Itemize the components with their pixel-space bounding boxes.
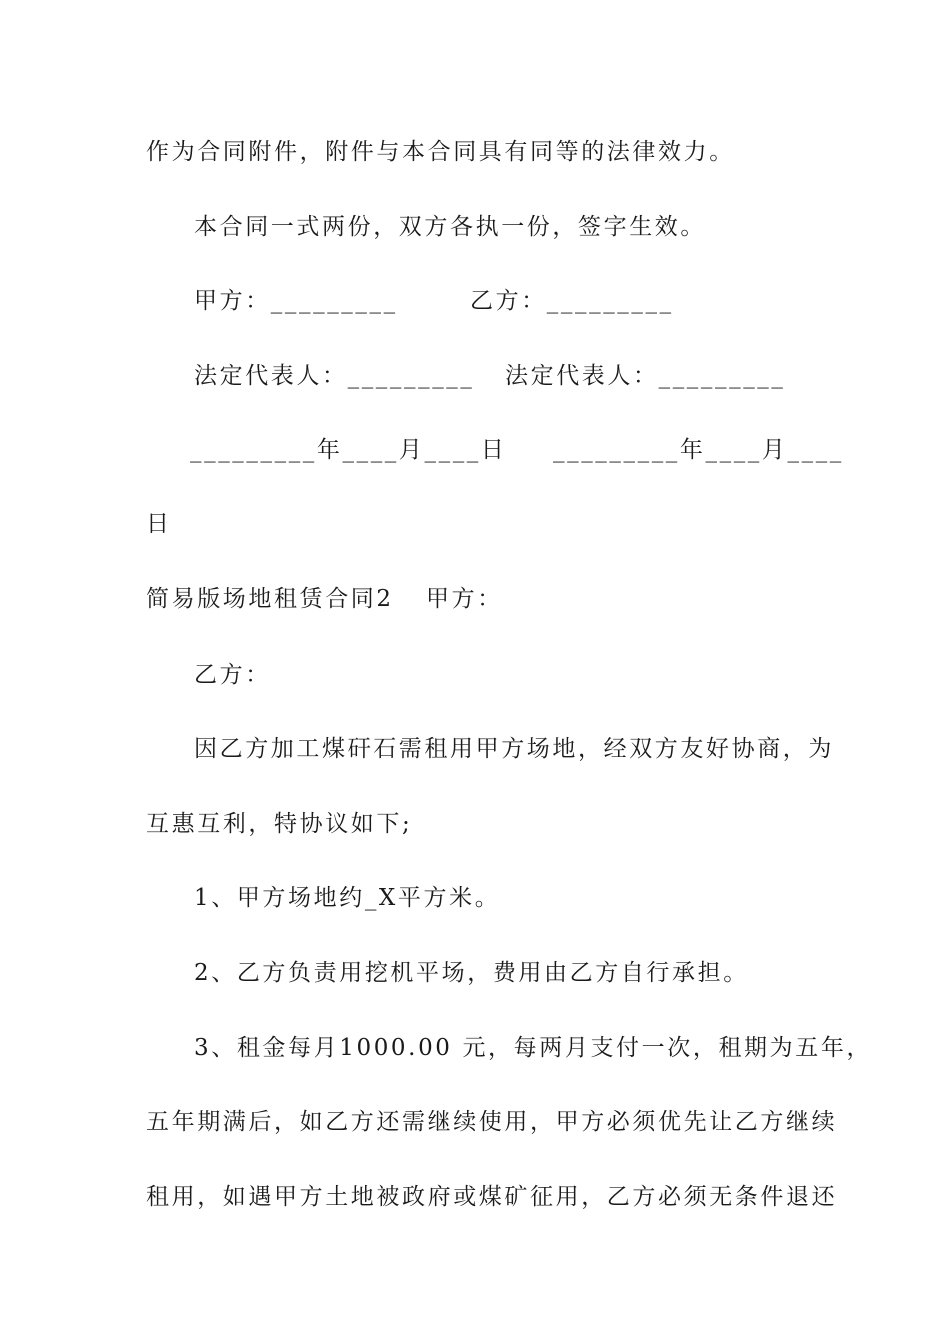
paragraph-line: 作为合同附件，附件与本合同具有同等的法律效力。 bbox=[146, 139, 735, 165]
date-b-field: _________年____月____ bbox=[553, 437, 844, 463]
party-b-signature-field: 乙方：_________ bbox=[470, 288, 674, 314]
representative-b-field: 法定代表人：_________ bbox=[505, 363, 786, 389]
date-b-field-wrap: 日 bbox=[146, 511, 172, 537]
party-a-heading: 甲方： bbox=[426, 586, 503, 612]
paragraph-line: 本合同一式两份，双方各执一份，签字生效。 bbox=[194, 214, 706, 240]
clause-3-line: 3、租金每月1000.00 元，每两月支付一次，租期为五年， bbox=[194, 1035, 873, 1061]
party-a-signature-field: 甲方：_________ bbox=[194, 288, 398, 314]
clause-2: 2、乙方负责用挖机平场，费用由乙方自行承担。 bbox=[194, 960, 749, 986]
representative-a-field: 法定代表人：_________ bbox=[194, 363, 475, 389]
clause-1: 1、甲方场地约_X平方米。 bbox=[194, 885, 501, 911]
contract-title: 简易版场地租赁合同2 bbox=[146, 586, 394, 612]
intro-line: 因乙方加工煤矸石需租用甲方场地，经双方友好协商，为 bbox=[194, 736, 834, 762]
date-a-field: _________年____月____日 bbox=[190, 437, 507, 463]
intro-line: 互惠互利，特协议如下; bbox=[146, 811, 413, 837]
party-b-heading: 乙方： bbox=[194, 662, 271, 688]
clause-3-line: 五年期满后，如乙方还需继续使用，甲方必须优先让乙方继续 bbox=[146, 1109, 838, 1135]
clause-3-line: 租用，如遇甲方土地被政府或煤矿征用，乙方必须无条件退还 bbox=[146, 1184, 838, 1210]
